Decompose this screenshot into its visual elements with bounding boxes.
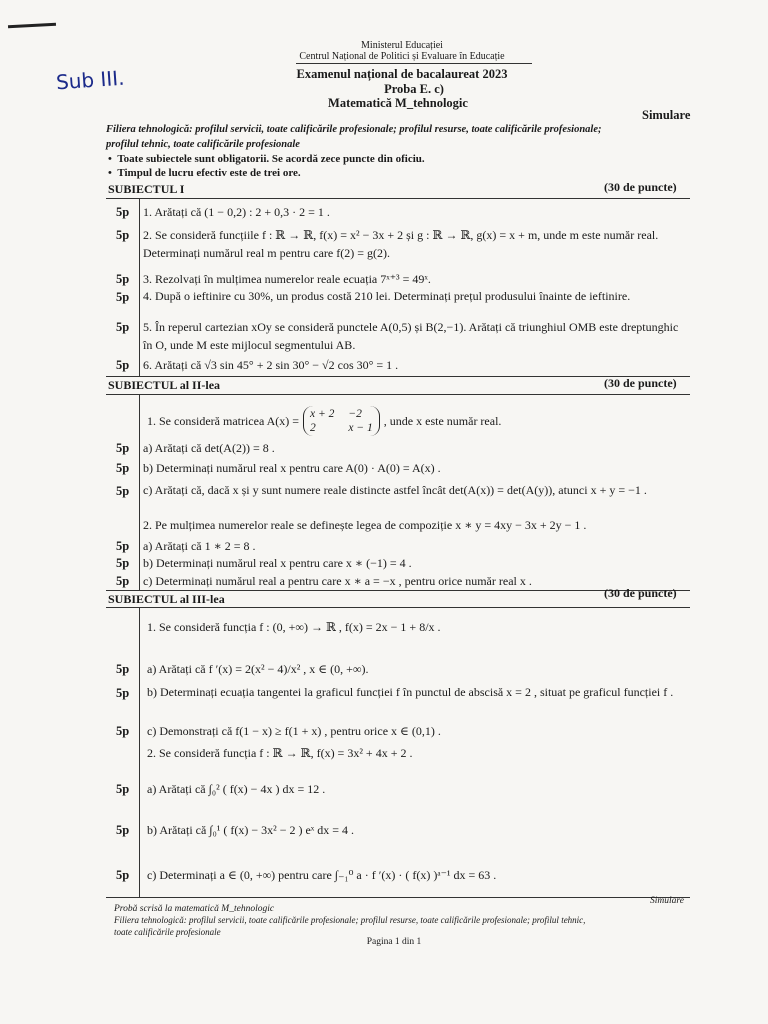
s3-q1a: a) Arătați că f ′(x) = 2(x² − 4)/x² , x ∈ (0, +∞). — [147, 662, 369, 676]
s3-q1c-score: 5p — [116, 724, 130, 738]
s1-points: (30 de puncte) — [604, 180, 677, 194]
s1-q5: 5. În reperul cartezian xOy se consideră punctele A(0,5) și B(2,−1). Arătați că triunghiul OMB este dreptunghic în O, unde M este mijlocul segmentului AB. — [143, 320, 679, 352]
pen-mark — [8, 23, 56, 29]
s1-q5-score: 5p — [116, 320, 130, 334]
s3-q1a-score: 5p — [116, 662, 130, 676]
s2-q2a: a) Arătați că 1 ∗ 2 = 8 . — [143, 539, 256, 553]
s3-q2c-score: 5p — [116, 868, 130, 882]
s3-q2a-score: 5p — [116, 782, 130, 796]
s2-q2c-score: 5p — [116, 574, 130, 588]
ministry-name: Ministerul Educației — [361, 40, 443, 51]
s1-q6: 6. Arătați că √3 sin 45° + 2 sin 30° − √2 cos 30° = 1 . — [143, 358, 399, 372]
matrix-A: x + 2 −2 2 x − 1 — [303, 406, 380, 436]
s1-q4-score: 5p — [116, 290, 130, 304]
s2-q1a: a) Arătați că det(A(2)) = 8 . — [143, 441, 275, 455]
s1-q2: 2. Se consideră funcțiile f : ℝ → ℝ, f(x) = x² − 3x + 2 și g : ℝ → ℝ, g(x) = x + m, unde m este număr real. Determinați numărul real m pentru care f(2) = g(2). — [143, 228, 659, 260]
s1-q2-score: 5p — [116, 228, 130, 242]
s2-q2b: b) Determinați numărul real x pentru care x ∗ (−1) = 4 . — [143, 556, 412, 570]
center-name: Centrul Național de Politici și Evaluare în Educație — [299, 51, 505, 62]
s1-q1-score: 5p — [116, 205, 130, 219]
s2-points: (30 de puncte) — [604, 376, 677, 390]
s2-q1b-score: 5p — [116, 461, 130, 475]
s2-intro1: 1. Se consideră matricea A(x) = x + 2 −2 2 x − 1 , unde x este număr real. — [147, 408, 502, 434]
s1-q3: 3. Rezolvați în mulțimea numerelor reale ecuația 7ˣ⁺³ = 49ˣ. — [143, 272, 431, 286]
footer-line3: toate calificările profesionale — [114, 927, 221, 937]
s1-q3-score: 5p — [116, 272, 130, 286]
s3-q1b-score: 5p — [116, 686, 130, 700]
s1-q6-score: 5p — [116, 358, 130, 372]
proba: Proba E. c) — [384, 82, 444, 96]
s3-q1b: b) Determinați ecuația tangentei la graficul funcției f în punctul de abscisă x = 2 , situat pe graficul funcției f . — [147, 685, 674, 699]
s3-title: SUBIECTUL al III-lea — [108, 592, 225, 606]
footer-line2: Filiera tehnologică: profilul servicii, toate calificările profesionale; profilul resurse, toate calificările profesionale; profilul tehnic, — [114, 915, 586, 925]
page-number: Pagina 1 din 1 — [366, 937, 422, 947]
s1-q4: 4. După o ieftinire cu 30%, un produs costă 210 lei. Determinați prețul produsului înainte de ieftinire. — [143, 289, 631, 303]
s2-q1b: b) Determinați numărul real x pentru care A(0) · A(0) = A(x) . — [143, 461, 441, 475]
handwritten-note: Sub III. — [55, 65, 126, 95]
s2-q2b-score: 5p — [116, 556, 130, 570]
s2-intro2: 2. Pe mulțimea numerelor reale se definește legea de compoziție x ∗ y = 4xy − 3x + 2y − 1 . — [143, 518, 587, 532]
s2-q2c: c) Determinați numărul real a pentru care x ∗ a = −x , pentru orice număr real x . — [143, 574, 532, 588]
subject-name: Matematică M_tehnologic — [328, 96, 468, 110]
exam-title: Examenul național de bacalaureat 2023 — [296, 67, 508, 81]
bullet-2: • Timpul de lucru efectiv este de trei ore. — [108, 167, 301, 179]
simulare-label: Simulare — [642, 108, 691, 122]
s3-q2c: c) Determinați a ∈ (0, +∞) pentru care ∫₋₁⁰ a · f ′(x) · ( f(x) )ᵃ⁻¹ dx = 63 . — [147, 868, 497, 882]
s3-intro1: 1. Se consideră funcția f : (0, +∞) → ℝ , f(x) = 2x − 1 + 8/x . — [147, 620, 441, 634]
s2-q1c: c) Arătați că, dacă x și y sunt numere reale distincte astfel încât det(A(x)) = det(A(y)), atunci x + y = −1 . — [143, 483, 647, 497]
filiera-line1: Filiera tehnologică: profilul servicii, toate calificările profesionale; profilul resurse, toate calificările profesionale; — [106, 124, 602, 135]
s3-q1c: c) Demonstrați că f(1 − x) ≥ f(1 + x) , pentru orice x ∈ (0,1) . — [147, 724, 441, 738]
footer-simulare: Simulare — [650, 896, 684, 906]
s2-title: SUBIECTUL al II-lea — [108, 378, 221, 392]
s3-q2a: a) Arătați că ∫₀² ( f(x) − 4x ) dx = 12 . — [147, 782, 326, 796]
filiera-line2: profilul tehnic, toate calificările profesionale — [106, 139, 300, 150]
s2-q1a-score: 5p — [116, 441, 130, 455]
s1-q1: 1. Arătați că (1 − 0,2) : 2 + 0,3 · 2 = 1 . — [143, 205, 330, 219]
s2-q1c-score: 5p — [116, 484, 130, 498]
footer-line1: Probă scrisă la matematică M_tehnologic — [114, 904, 275, 914]
s3-intro2: 2. Se consideră funcția f : ℝ → ℝ, f(x) = 3x² + 4x + 2 . — [147, 746, 413, 760]
s3-points: (30 de puncte) — [604, 586, 677, 600]
s3-q2b: b) Arătați că ∫₀¹ ( f(x) − 3x² − 2 ) eˣ dx = 4 . — [147, 823, 355, 837]
s1-title: SUBIECTUL I — [108, 182, 185, 196]
s3-q2b-score: 5p — [116, 823, 130, 837]
bullet-1: • Toate subiectele sunt obligatorii. Se acordă zece puncte din oficiu. — [108, 153, 425, 165]
s2-q2a-score: 5p — [116, 539, 130, 553]
